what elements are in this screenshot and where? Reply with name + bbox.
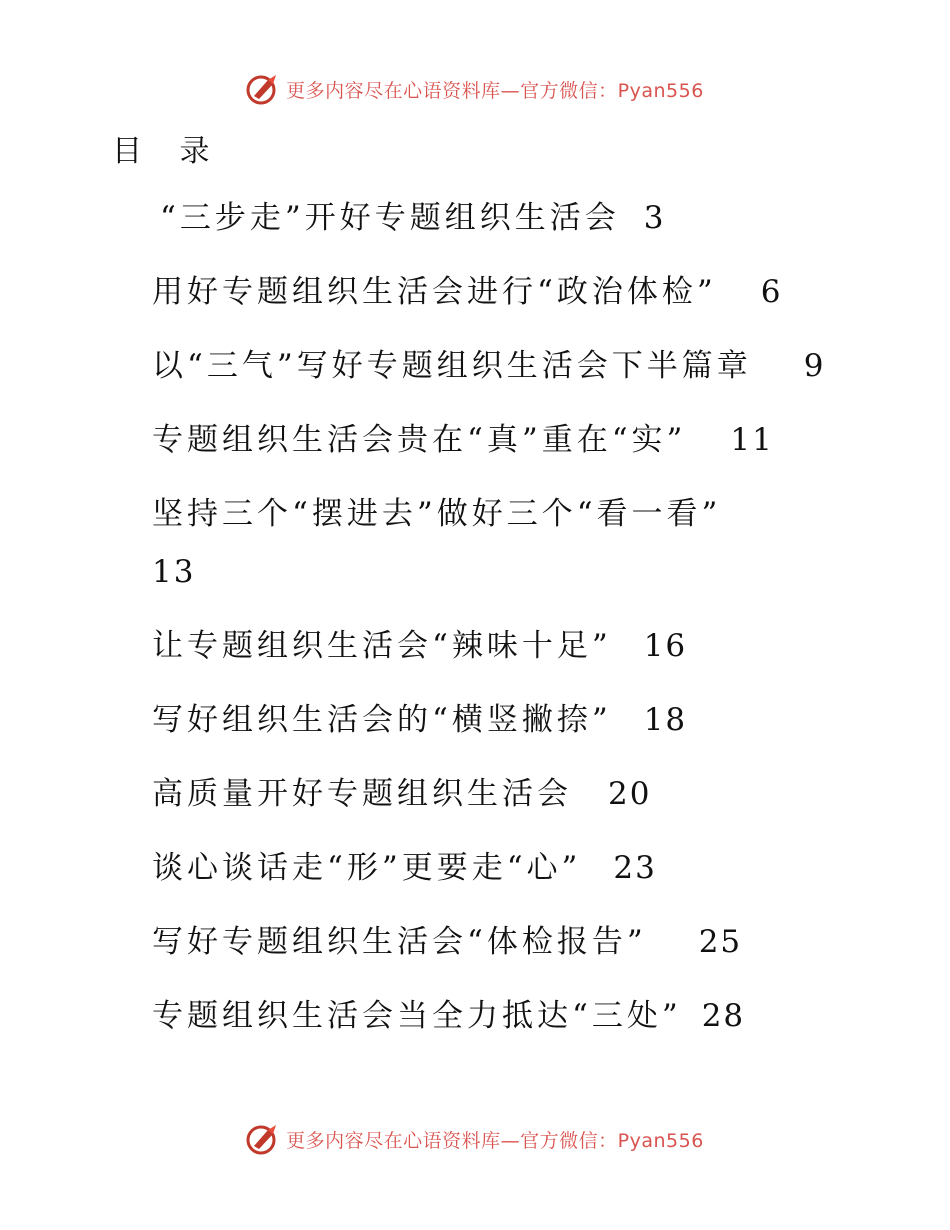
toc-entry-title: “三步走”开好专题组织生活会 — [160, 200, 620, 236]
watermark-text: 更多内容尽在心语资料库—官方微信：Pyan556 — [286, 79, 704, 102]
watermark-text: 更多内容尽在心语资料库—官方微信：Pyan556 — [286, 1129, 704, 1152]
toc-entry-page: 3 — [643, 200, 666, 236]
toc-entry-page: 11 — [730, 422, 774, 458]
toc-entry-title: 写好组织生活会的“横竖撇捺” — [152, 702, 612, 738]
toc-entry-page: 23 — [613, 850, 657, 886]
toc-entry[interactable] — [152, 848, 657, 888]
toc-entry-page-wrapped: 13 — [152, 554, 196, 590]
toc-entry-title: 专题组织生活会贵在“真”重在“实” — [152, 422, 687, 458]
toc-entry-page: 25 — [698, 924, 743, 960]
toc-entry-title: 让专题组织生活会“辣味十足” — [152, 628, 612, 664]
toc-entry[interactable] — [160, 198, 665, 238]
toc-entry-page: 9 — [803, 348, 826, 384]
toc-entry-title: 用好专题组织生活会进行“政治体检” — [152, 274, 717, 310]
toc-entry-title: 高质量开好专题组织生活会 — [152, 776, 572, 812]
toc-entry[interactable] — [152, 700, 687, 740]
footer-watermark — [0, 1122, 950, 1156]
toc-entry-page: 20 — [608, 776, 652, 812]
toc-entry[interactable] — [152, 774, 651, 814]
toc-entry[interactable] — [152, 996, 745, 1036]
toc-entry-page: 18 — [643, 702, 688, 738]
toc-entry[interactable] — [152, 346, 825, 386]
toc-entry[interactable] — [152, 626, 687, 666]
toc-entry-title: 写好专题组织生活会“体检报告” — [152, 924, 647, 960]
pen-circle-logo-icon — [246, 72, 280, 106]
toc-entry[interactable] — [152, 494, 721, 534]
header-watermark — [0, 72, 950, 106]
toc-entry-title: 坚持三个“摆进去”做好三个“看一看” — [152, 496, 722, 532]
toc-entry-page: 6 — [760, 274, 783, 310]
toc-entry-title: 以“三气”写好专题组织生活会下半篇章 — [152, 348, 752, 384]
toc-entry-page: 28 — [701, 998, 746, 1034]
toc-entry[interactable] — [152, 922, 742, 962]
toc-entry[interactable] — [152, 420, 774, 460]
toc-entry-page: 16 — [643, 628, 688, 664]
pen-circle-logo-icon — [246, 1122, 280, 1156]
toc-entry[interactable] — [152, 272, 782, 312]
toc-entry-title: 专题组织生活会当全力抵达“三处” — [152, 998, 682, 1034]
toc-title: 目 录 — [112, 134, 224, 169]
toc-entry-title: 谈心谈话走“形”更要走“心” — [152, 850, 582, 886]
